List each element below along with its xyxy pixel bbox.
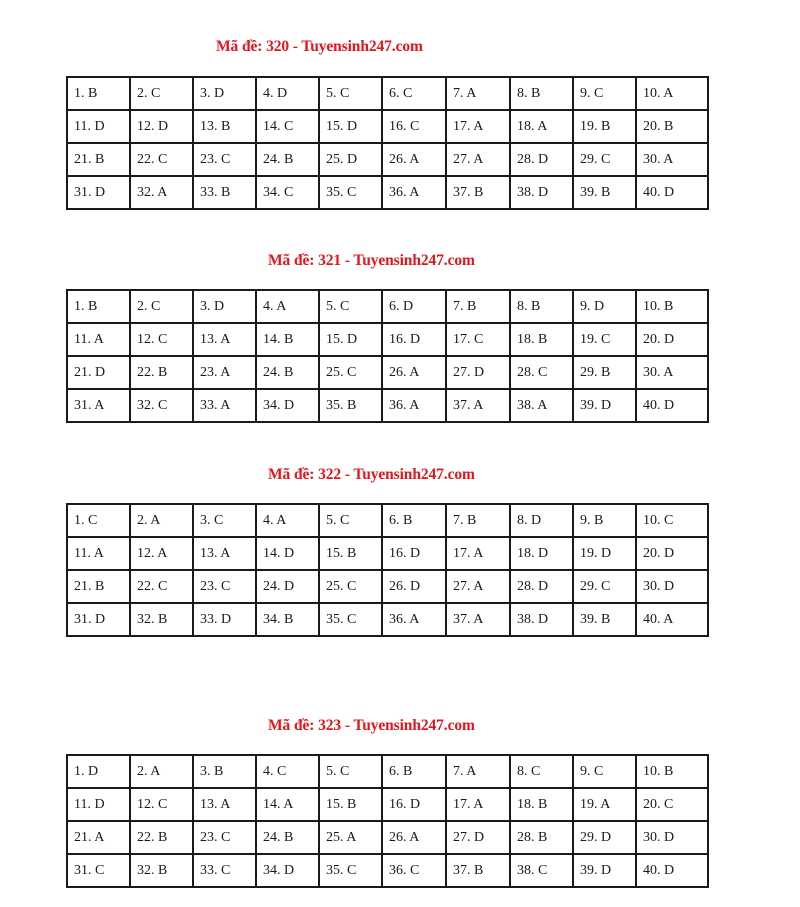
answer-cell: 18. D (510, 537, 573, 570)
table-row (67, 854, 708, 887)
table-row (67, 77, 708, 110)
answer-cell: 17. C (446, 323, 510, 356)
answer-cell: 7. B (446, 290, 510, 323)
answer-cell: 20. D (636, 323, 708, 356)
table-row (67, 537, 708, 570)
answer-cell: 28. D (510, 570, 573, 603)
answer-cell: 32. B (130, 603, 193, 636)
answer-cell: 24. D (256, 570, 319, 603)
answer-cell: 20. D (636, 537, 708, 570)
answer-cell: 7. A (446, 77, 510, 110)
answer-cell: 34. C (256, 176, 319, 209)
answer-cell: 6. B (382, 504, 446, 537)
table-row (67, 504, 708, 537)
answer-cell: 15. D (319, 323, 382, 356)
answer-cell: 17. A (446, 110, 510, 143)
answer-table-body (67, 290, 708, 422)
answer-cell: 21. D (67, 356, 130, 389)
answer-cell: 10. C (636, 504, 708, 537)
answer-cell: 11. D (67, 110, 130, 143)
answer-cell: 21. A (67, 821, 130, 854)
answer-cell: 14. C (256, 110, 319, 143)
section-title-320: Mã đề: 320 - Tuyensinh247.com (216, 38, 423, 55)
answer-cell: 17. A (446, 788, 510, 821)
answer-cell: 38. C (510, 854, 573, 887)
answer-cell: 4. D (256, 77, 319, 110)
answer-cell: 3. B (193, 755, 256, 788)
answer-cell: 22. C (130, 143, 193, 176)
answer-cell: 27. D (446, 356, 510, 389)
answer-cell: 13. A (193, 788, 256, 821)
answer-cell: 5. C (319, 290, 382, 323)
answer-cell: 34. B (256, 603, 319, 636)
answer-cell: 22. C (130, 570, 193, 603)
answer-cell: 39. D (573, 854, 636, 887)
table-row (67, 176, 708, 209)
answer-cell: 10. B (636, 755, 708, 788)
answer-cell: 3. D (193, 290, 256, 323)
answer-cell: 37. A (446, 603, 510, 636)
answer-cell: 30. D (636, 570, 708, 603)
answer-cell: 13. B (193, 110, 256, 143)
answer-cell: 6. B (382, 755, 446, 788)
section-title-323: Mã đề: 323 - Tuyensinh247.com (268, 717, 475, 734)
answer-cell: 40. D (636, 389, 708, 422)
answer-cell: 34. D (256, 389, 319, 422)
answer-cell: 1. B (67, 290, 130, 323)
answer-cell: 14. D (256, 537, 319, 570)
answer-cell: 15. B (319, 788, 382, 821)
answer-cell: 14. B (256, 323, 319, 356)
answer-cell: 3. C (193, 504, 256, 537)
answer-cell: 21. B (67, 570, 130, 603)
answer-cell: 38. D (510, 176, 573, 209)
answer-cell: 25. D (319, 143, 382, 176)
answer-cell: 20. C (636, 788, 708, 821)
answer-cell: 1. B (67, 77, 130, 110)
answer-cell: 12. D (130, 110, 193, 143)
answer-cell: 24. B (256, 356, 319, 389)
answer-cell: 4. C (256, 755, 319, 788)
answer-cell: 16. C (382, 110, 446, 143)
answer-cell: 16. D (382, 788, 446, 821)
answer-cell: 19. B (573, 110, 636, 143)
answer-table-323 (66, 754, 709, 888)
answer-cell: 2. A (130, 755, 193, 788)
answer-table-320 (66, 76, 709, 210)
answer-cell: 19. D (573, 537, 636, 570)
table-row (67, 143, 708, 176)
answer-cell: 9. B (573, 504, 636, 537)
answer-cell: 33. D (193, 603, 256, 636)
answer-cell: 5. C (319, 77, 382, 110)
answer-cell: 12. A (130, 537, 193, 570)
answer-cell: 17. A (446, 537, 510, 570)
answer-cell: 7. A (446, 755, 510, 788)
answer-cell: 30. A (636, 356, 708, 389)
answer-cell: 2. A (130, 504, 193, 537)
answer-cell: 33. C (193, 854, 256, 887)
table-row (67, 570, 708, 603)
answer-cell: 20. B (636, 110, 708, 143)
answer-cell: 10. A (636, 77, 708, 110)
answer-cell: 10. B (636, 290, 708, 323)
answer-cell: 8. D (510, 504, 573, 537)
answer-cell: 21. B (67, 143, 130, 176)
answer-cell: 39. D (573, 389, 636, 422)
answer-cell: 31. D (67, 176, 130, 209)
answer-cell: 2. C (130, 290, 193, 323)
table-row (67, 290, 708, 323)
table-row (67, 389, 708, 422)
answer-cell: 32. B (130, 854, 193, 887)
answer-cell: 28. B (510, 821, 573, 854)
answer-cell: 27. A (446, 143, 510, 176)
answer-cell: 33. B (193, 176, 256, 209)
answer-cell: 13. A (193, 537, 256, 570)
answer-cell: 8. B (510, 290, 573, 323)
answer-cell: 29. B (573, 356, 636, 389)
answer-cell: 12. C (130, 323, 193, 356)
answer-cell: 36. A (382, 176, 446, 209)
answer-cell: 11. A (67, 537, 130, 570)
answer-cell: 36. A (382, 603, 446, 636)
answer-cell: 35. B (319, 389, 382, 422)
answer-cell: 9. D (573, 290, 636, 323)
answer-cell: 22. B (130, 356, 193, 389)
answer-cell: 16. D (382, 323, 446, 356)
answer-cell: 25. A (319, 821, 382, 854)
answer-cell: 38. A (510, 389, 573, 422)
answer-cell: 23. C (193, 143, 256, 176)
answer-cell: 16. D (382, 537, 446, 570)
answer-cell: 23. C (193, 821, 256, 854)
answer-cell: 27. D (446, 821, 510, 854)
answer-cell: 39. B (573, 176, 636, 209)
answer-cell: 13. A (193, 323, 256, 356)
answer-cell: 30. A (636, 143, 708, 176)
answer-cell: 24. B (256, 143, 319, 176)
answer-cell: 25. C (319, 356, 382, 389)
answer-cell: 37. B (446, 176, 510, 209)
answer-cell: 26. A (382, 356, 446, 389)
answer-cell: 35. C (319, 176, 382, 209)
answer-cell: 33. A (193, 389, 256, 422)
answer-cell: 24. B (256, 821, 319, 854)
answer-cell: 1. D (67, 755, 130, 788)
answer-cell: 29. C (573, 143, 636, 176)
answer-cell: 40. D (636, 854, 708, 887)
answer-cell: 26. A (382, 143, 446, 176)
answer-cell: 34. D (256, 854, 319, 887)
answer-cell: 2. C (130, 77, 193, 110)
answer-cell: 18. B (510, 788, 573, 821)
answer-table-322 (66, 503, 709, 637)
answer-table-body (67, 504, 708, 636)
answer-cell: 9. C (573, 77, 636, 110)
answer-cell: 9. C (573, 755, 636, 788)
answer-cell: 15. B (319, 537, 382, 570)
table-row (67, 788, 708, 821)
answer-cell: 12. C (130, 788, 193, 821)
answer-cell: 15. D (319, 110, 382, 143)
answer-cell: 5. C (319, 755, 382, 788)
answer-cell: 23. C (193, 570, 256, 603)
answer-cell: 25. C (319, 570, 382, 603)
answer-cell: 38. D (510, 603, 573, 636)
answer-cell: 26. A (382, 821, 446, 854)
answer-cell: 27. A (446, 570, 510, 603)
table-row (67, 755, 708, 788)
answer-cell: 5. C (319, 504, 382, 537)
answer-cell: 23. A (193, 356, 256, 389)
answer-cell: 1. C (67, 504, 130, 537)
answer-cell: 40. D (636, 176, 708, 209)
answer-cell: 29. D (573, 821, 636, 854)
answer-table-body (67, 755, 708, 887)
answer-cell: 31. A (67, 389, 130, 422)
answer-cell: 39. B (573, 603, 636, 636)
answer-cell: 40. A (636, 603, 708, 636)
answer-cell: 3. D (193, 77, 256, 110)
answer-cell: 18. B (510, 323, 573, 356)
table-row (67, 356, 708, 389)
table-row (67, 821, 708, 854)
answer-cell: 6. D (382, 290, 446, 323)
answer-cell: 31. D (67, 603, 130, 636)
answer-cell: 35. C (319, 854, 382, 887)
answer-cell: 14. A (256, 788, 319, 821)
answer-cell: 30. D (636, 821, 708, 854)
answer-cell: 28. D (510, 143, 573, 176)
answer-cell: 29. C (573, 570, 636, 603)
answer-cell: 19. A (573, 788, 636, 821)
answer-cell: 35. C (319, 603, 382, 636)
answer-cell: 8. B (510, 77, 573, 110)
table-row (67, 603, 708, 636)
answer-table-321 (66, 289, 709, 423)
answer-cell: 36. C (382, 854, 446, 887)
answer-cell: 36. A (382, 389, 446, 422)
answer-cell: 37. A (446, 389, 510, 422)
answer-cell: 26. D (382, 570, 446, 603)
section-title-322: Mã đề: 322 - Tuyensinh247.com (268, 466, 475, 483)
answer-cell: 32. A (130, 176, 193, 209)
answer-cell: 6. C (382, 77, 446, 110)
answer-cell: 11. D (67, 788, 130, 821)
answer-cell: 32. C (130, 389, 193, 422)
answer-cell: 7. B (446, 504, 510, 537)
answer-cell: 37. B (446, 854, 510, 887)
section-title-321: Mã đề: 321 - Tuyensinh247.com (268, 252, 475, 269)
answer-cell: 4. A (256, 504, 319, 537)
answer-table-body (67, 77, 708, 209)
answer-cell: 28. C (510, 356, 573, 389)
answer-cell: 19. C (573, 323, 636, 356)
answer-cell: 31. C (67, 854, 130, 887)
answer-cell: 8. C (510, 755, 573, 788)
table-row (67, 323, 708, 356)
answer-cell: 22. B (130, 821, 193, 854)
answer-cell: 4. A (256, 290, 319, 323)
answer-cell: 11. A (67, 323, 130, 356)
answer-cell: 18. A (510, 110, 573, 143)
table-row (67, 110, 708, 143)
